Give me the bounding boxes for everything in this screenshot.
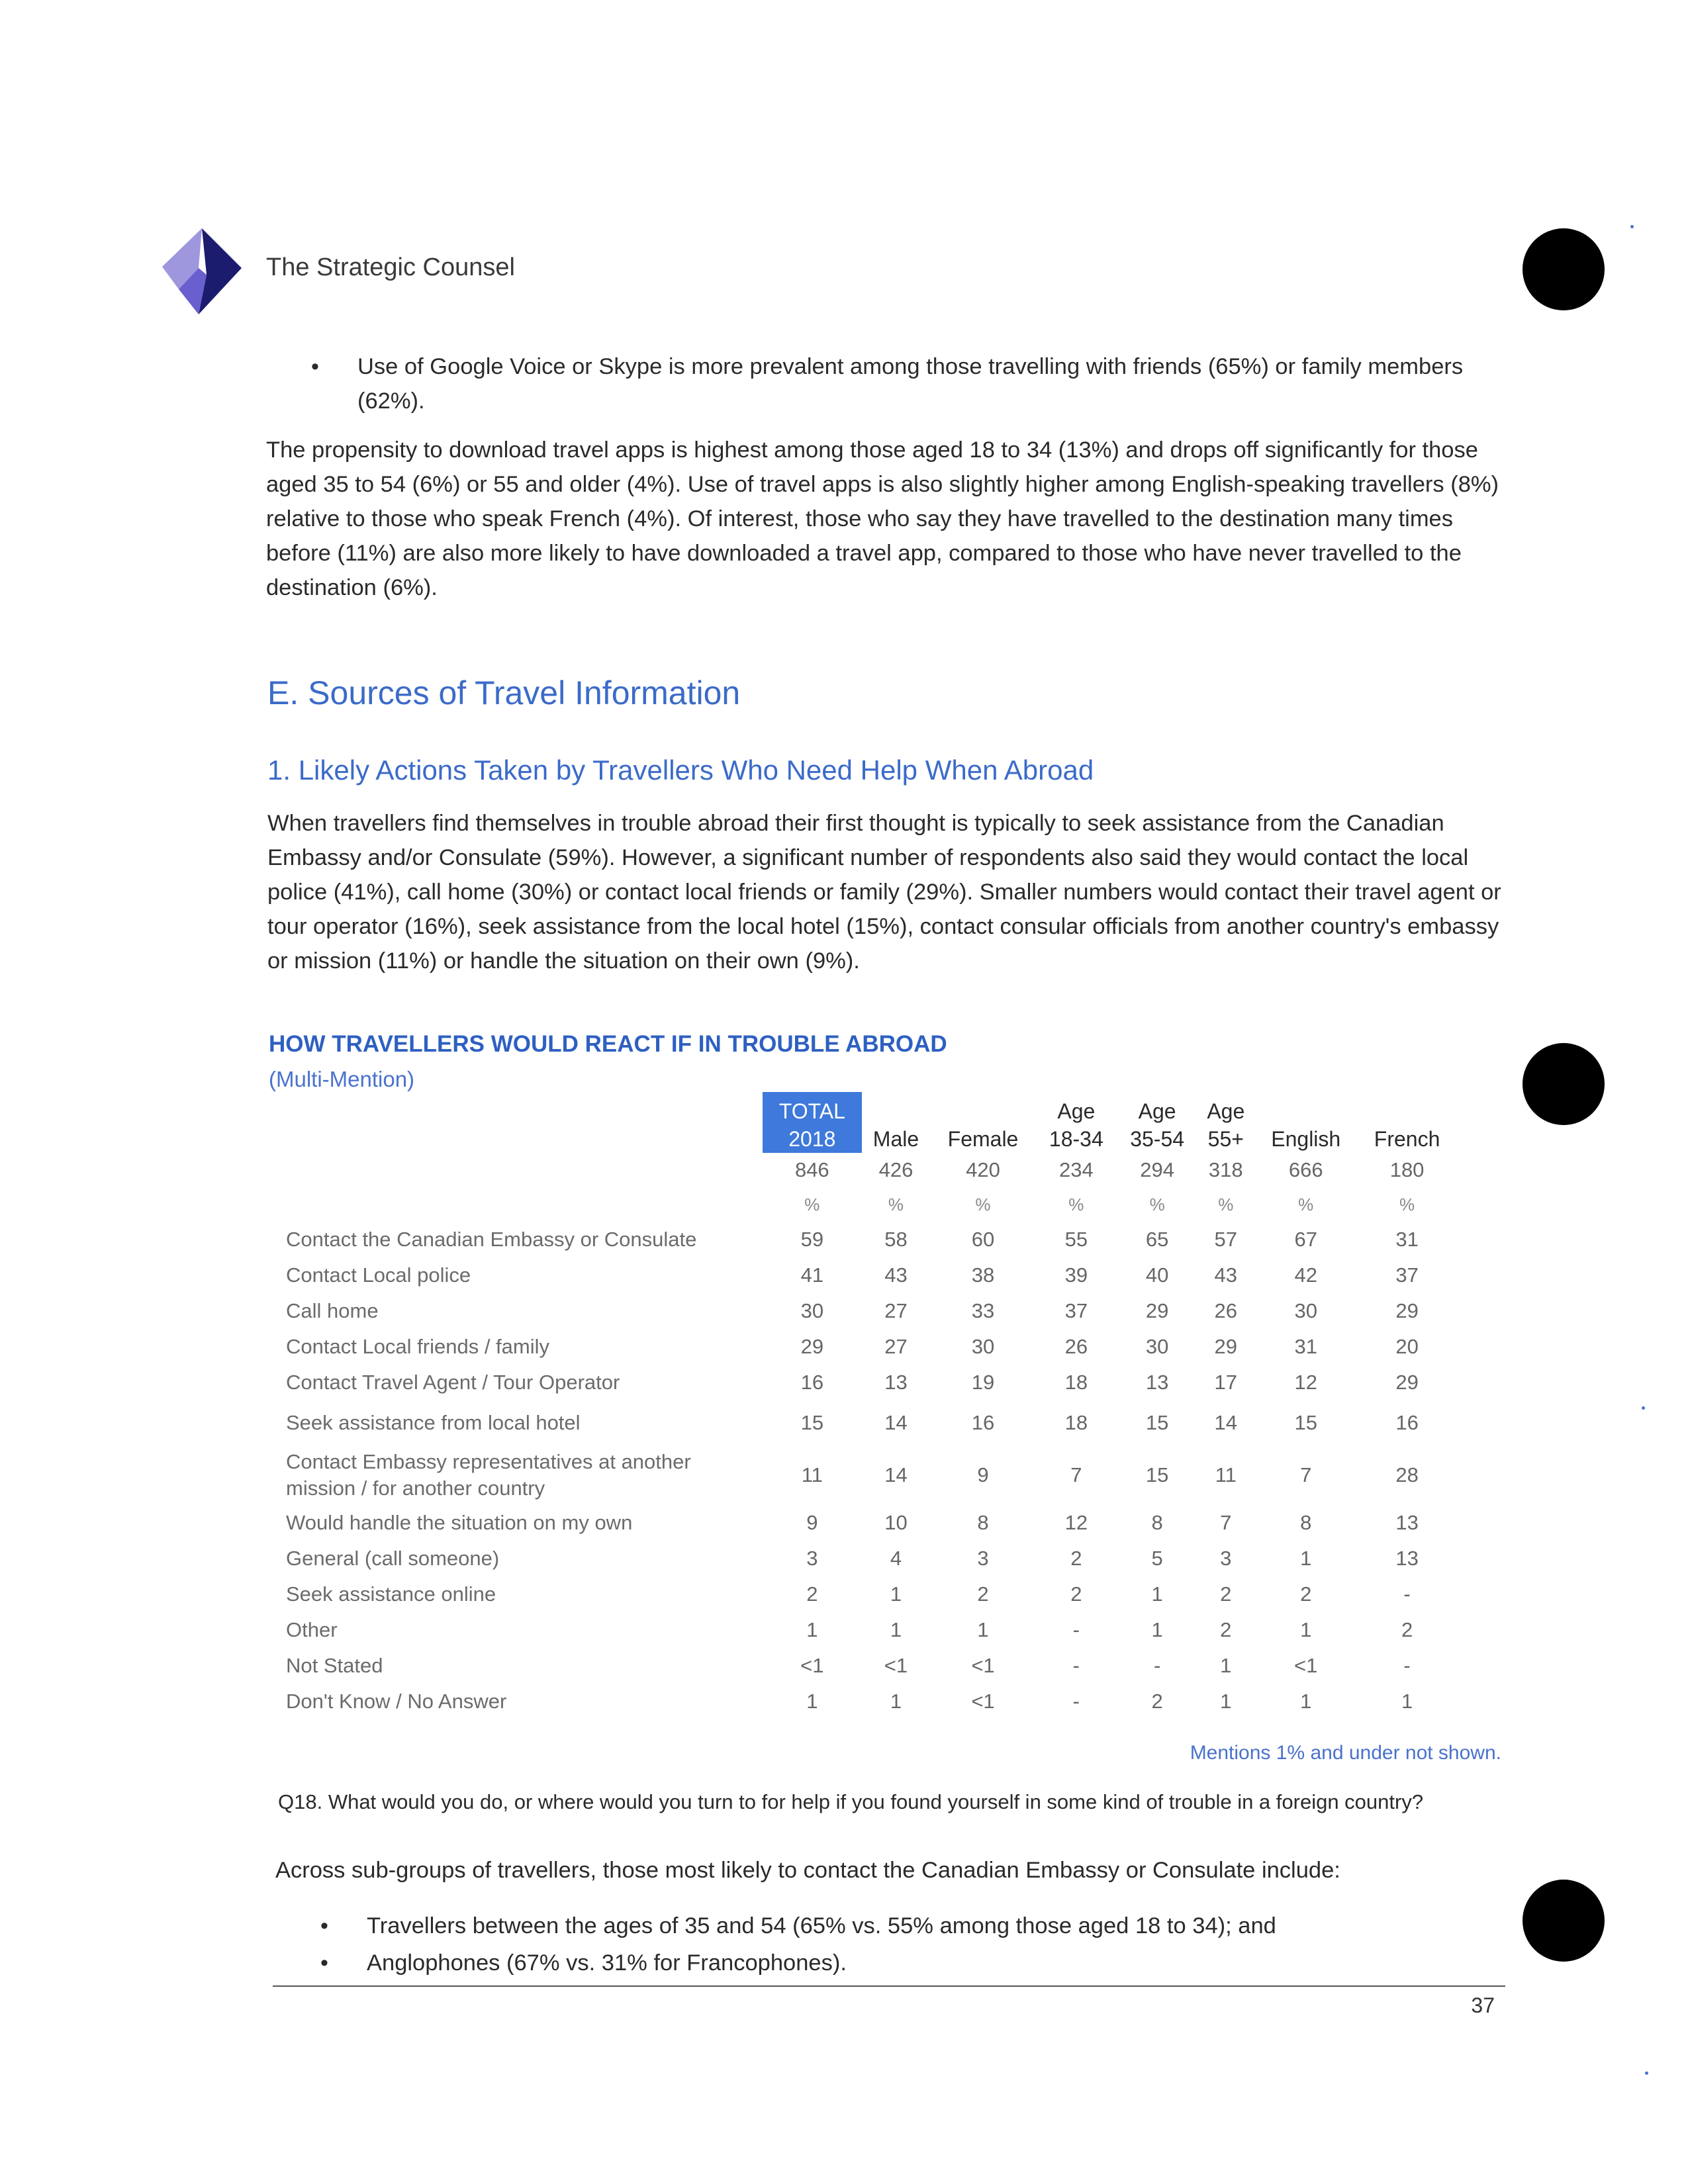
column-header-line2: 35-54 (1130, 1127, 1185, 1151)
column-header-line2: 18-34 (1049, 1127, 1103, 1151)
value-cell: <1 (884, 1654, 908, 1677)
value-cell: 16 (971, 1411, 995, 1434)
subgroups-intro: Across sub-groups of travellers, those most likely to contact the Canadian Embassy or Consulate include: (275, 1858, 1340, 1883)
value-cell: 3 (977, 1547, 989, 1570)
table-row (271, 1400, 1456, 1445)
intro-bullet (311, 349, 1503, 418)
value-cell: 39 (1064, 1263, 1088, 1287)
section-title: Sources of Travel Information (308, 674, 741, 711)
section-letter: E. (267, 674, 299, 711)
value-cell: 65 (1145, 1228, 1169, 1251)
column-header-line1: Age (1057, 1099, 1096, 1123)
value-cell: - (1403, 1654, 1411, 1677)
value-cell: 2 (1401, 1618, 1413, 1641)
value-cell: 20 (1395, 1335, 1419, 1358)
column-header (1036, 1092, 1117, 1153)
value-cell: 38 (971, 1263, 995, 1287)
value-cell: 7 (1300, 1463, 1312, 1486)
value-cell: 9 (806, 1511, 818, 1534)
reaction-table (271, 1092, 1456, 1719)
percent-symbol-cell: % (975, 1194, 991, 1214)
value-cell: 1 (1220, 1690, 1232, 1713)
value-cell: 10 (884, 1511, 908, 1534)
subsection-paragraph: When travellers find themselves in trouble abroad their first thought is typically to seek assistance from the Canadian Embassy and/or Consulate (59%). However, a significant number of respondents also said they would contact the local police (41%), call home (30%) or contact local friends or family (29%). Smaller numbers would contact their travel agent or tour operator (16%), seek assistance from the local hotel (15%), contact consular officials from another country's embassy or mission (11%) or handle the situation on their own (9%). (267, 811, 1501, 974)
table-row (271, 1684, 1456, 1719)
value-cell: 2 (806, 1582, 818, 1606)
value-cell: 12 (1064, 1511, 1088, 1534)
count-label-cell (271, 1153, 763, 1187)
value-cell: 41 (800, 1263, 824, 1287)
value-cell: 18 (1064, 1411, 1088, 1434)
row-label: Would handle the situation on my own (286, 1511, 633, 1534)
value-cell: 1 (1220, 1654, 1232, 1677)
value-cell: 2 (1151, 1690, 1163, 1713)
value-cell: 28 (1395, 1463, 1419, 1486)
value-cell: 2 (1300, 1582, 1312, 1606)
column-header-line2: 55+ (1207, 1127, 1244, 1151)
column-header-line1: Age (1207, 1099, 1245, 1123)
scan-speck (1645, 2071, 1648, 2075)
value-cell: 1 (1300, 1690, 1312, 1713)
column-header-line1: TOTAL (778, 1099, 845, 1123)
value-cell: 14 (1214, 1411, 1238, 1434)
percent-symbol-cell: % (1298, 1194, 1314, 1214)
value-cell: - (1072, 1654, 1080, 1677)
value-cell: 2 (977, 1582, 989, 1606)
value-cell: 60 (971, 1228, 995, 1251)
value-cell: 55 (1064, 1228, 1088, 1251)
value-cell: 1 (890, 1690, 902, 1713)
row-label: Contact Embassy representatives at another mission / for another country (286, 1450, 691, 1500)
value-cell: 1 (890, 1618, 902, 1641)
scan-speck (1630, 225, 1634, 228)
value-cell: 2 (1220, 1582, 1232, 1606)
value-cell: 15 (1294, 1411, 1317, 1434)
value-cell: 30 (1145, 1335, 1169, 1358)
row-label: General (call someone) (286, 1547, 500, 1570)
value-cell: <1 (971, 1690, 995, 1713)
value-cell: 29 (1214, 1335, 1238, 1358)
value-cell: 1 (1401, 1690, 1413, 1713)
sample-size-cell: 318 (1208, 1158, 1243, 1181)
sample-size-cell: 180 (1389, 1158, 1425, 1181)
table-row (271, 1329, 1456, 1365)
sample-size-cell: 666 (1288, 1158, 1323, 1181)
subsection-heading (267, 754, 1094, 786)
intro-paragraph: The propensity to download travel apps is highest among those aged 18 to 34 (13%) and drops off significantly for those aged 35 to 54 (6%) or 55 and older (4%). Use of travel apps is also slightly higher among English-speaking travellers (8%) relative to those who speak French (4%). Of interest, those who say they have travelled to the destination many times before (11%) are also more likely to have downloaded a travel app, compared to those who have never travelled to the destination (6%). (266, 437, 1499, 600)
value-cell: 2 (1070, 1582, 1082, 1606)
percent-label-cell (271, 1187, 763, 1222)
bullet-icon: • (320, 1950, 328, 1976)
value-cell: 13 (1395, 1511, 1419, 1534)
value-cell: 30 (971, 1335, 995, 1358)
value-cell: 19 (971, 1371, 995, 1394)
value-cell: 1 (1300, 1618, 1312, 1641)
value-cell: 40 (1145, 1263, 1169, 1287)
value-cell: 43 (1214, 1263, 1238, 1287)
column-header (1117, 1092, 1197, 1153)
column-header (1254, 1092, 1358, 1153)
percent-symbol-cell: % (1218, 1194, 1234, 1214)
column-header (1358, 1092, 1456, 1153)
header-label-cell (271, 1092, 763, 1153)
sample-size-cell: 420 (966, 1158, 1000, 1181)
value-cell: 1 (806, 1618, 818, 1641)
value-cell: - (1153, 1654, 1161, 1677)
value-cell: <1 (971, 1654, 995, 1677)
percent-symbol-cell: % (1149, 1194, 1165, 1214)
percent-symbol-cell: % (1399, 1194, 1415, 1214)
value-cell: 8 (1151, 1511, 1163, 1534)
value-cell: 8 (1300, 1511, 1312, 1534)
table-row (271, 1648, 1456, 1684)
section-heading (267, 674, 740, 712)
table-note: Mentions 1% and under not shown. (1190, 1742, 1501, 1764)
value-cell: 37 (1064, 1299, 1088, 1322)
row-label: Not Stated (286, 1654, 383, 1677)
value-cell: 67 (1294, 1228, 1317, 1251)
footer-rule (273, 1985, 1505, 1987)
value-cell: 42 (1294, 1263, 1317, 1287)
value-cell: 14 (884, 1463, 908, 1486)
table-count-row (271, 1153, 1456, 1187)
sample-size-cell: 294 (1140, 1158, 1174, 1181)
sample-size-cell: 426 (878, 1158, 914, 1181)
sample-size-cell: 234 (1058, 1158, 1094, 1181)
value-cell: 31 (1294, 1335, 1317, 1358)
subgroup-bullet (320, 1909, 1499, 1943)
value-cell: 1 (890, 1582, 902, 1606)
value-cell: - (1072, 1690, 1080, 1713)
value-cell: 58 (884, 1228, 908, 1251)
value-cell: 16 (1395, 1411, 1419, 1434)
brand-name: The Strategic Counsel (266, 253, 515, 281)
value-cell: 29 (800, 1335, 824, 1358)
table-title: HOW TRAVELLERS WOULD REACT IF IN TROUBLE ABROAD (269, 1031, 947, 1057)
table-row (271, 1541, 1456, 1576)
column-header-line2: English (1271, 1127, 1341, 1151)
value-cell: 15 (1145, 1411, 1169, 1434)
binder-hole (1523, 1043, 1605, 1125)
subsection-number: 1. (267, 754, 291, 786)
value-cell: 16 (800, 1371, 824, 1394)
column-header-line2: French (1374, 1127, 1440, 1151)
value-cell: 1 (1151, 1582, 1163, 1606)
value-cell: 59 (800, 1228, 824, 1251)
subgroup-bullet-text: Anglophones (67% vs. 31% for Francophones). (367, 1950, 847, 1976)
value-cell: 11 (1215, 1463, 1237, 1486)
value-cell: 8 (977, 1511, 989, 1534)
question-text: Q18. What would you do, or where would you turn to for help if you found yourself in some kind of trouble in a foreign country? (278, 1790, 1424, 1813)
value-cell: 7 (1220, 1511, 1232, 1534)
row-label: Call home (286, 1299, 379, 1322)
row-label: Seek assistance from local hotel (286, 1411, 581, 1434)
row-label: Contact Local friends / family (286, 1335, 550, 1358)
subgroup-bullet-text: Travellers between the ages of 35 and 54 (65% vs. 55% among those aged 18 to 34); and (367, 1913, 1276, 1938)
value-cell: 27 (884, 1335, 908, 1358)
value-cell: 27 (884, 1299, 908, 1322)
value-cell: 14 (884, 1411, 908, 1434)
value-cell: 13 (1145, 1371, 1169, 1394)
bullet-icon: • (311, 354, 319, 379)
table-row (271, 1612, 1456, 1648)
value-cell: 30 (800, 1299, 824, 1322)
scan-speck (1642, 1406, 1645, 1410)
value-cell: 15 (800, 1411, 824, 1434)
column-header (1197, 1092, 1254, 1153)
column-header (930, 1092, 1035, 1153)
value-cell: - (1403, 1582, 1411, 1606)
table-row (271, 1222, 1456, 1257)
table-row (271, 1365, 1456, 1400)
value-cell: 2 (1070, 1547, 1082, 1570)
value-cell: 29 (1145, 1299, 1169, 1322)
value-cell: 7 (1070, 1463, 1082, 1486)
value-cell: <1 (1294, 1654, 1318, 1677)
value-cell: 1 (1300, 1547, 1312, 1570)
table-header-row (271, 1092, 1456, 1153)
column-header-line2: Female (947, 1127, 1019, 1151)
value-cell: 37 (1395, 1263, 1419, 1287)
percent-symbol-cell: % (1068, 1194, 1084, 1214)
binder-hole (1523, 1880, 1605, 1962)
sample-size-cell: 846 (794, 1158, 829, 1181)
column-header-line2: Male (872, 1127, 919, 1151)
value-cell: 17 (1214, 1371, 1238, 1394)
table-row (271, 1257, 1456, 1293)
intro-bullet-text: Use of Google Voice or Skype is more prevalent among those travelling with friends (65%) or family members (62%). (357, 354, 1464, 414)
table-row (271, 1576, 1456, 1612)
value-cell: 1 (806, 1690, 818, 1713)
row-label: Don't Know / No Answer (286, 1690, 507, 1713)
value-cell: <1 (800, 1654, 824, 1677)
percent-symbol-cell: % (888, 1194, 904, 1214)
value-cell: 12 (1294, 1371, 1317, 1394)
subsection-title: Likely Actions Taken by Travellers Who Need Help When Abroad (298, 754, 1094, 786)
table-row (271, 1293, 1456, 1329)
row-label: Seek assistance online (286, 1582, 496, 1606)
diamond-arrow-logo-icon (159, 228, 245, 314)
value-cell: 18 (1064, 1371, 1088, 1394)
value-cell: 1 (977, 1618, 989, 1641)
value-cell: 11 (801, 1463, 823, 1486)
value-cell: 5 (1151, 1547, 1163, 1570)
value-cell: 1 (1151, 1618, 1163, 1641)
row-label: Contact Travel Agent / Tour Operator (286, 1371, 620, 1394)
subgroup-bullet (320, 1946, 1499, 1980)
table-row (271, 1505, 1456, 1541)
value-cell: 30 (1294, 1299, 1317, 1322)
column-header (862, 1092, 931, 1153)
value-cell: - (1072, 1618, 1080, 1641)
value-cell: 13 (884, 1371, 908, 1394)
value-cell: 26 (1064, 1335, 1088, 1358)
value-cell: 29 (1395, 1371, 1419, 1394)
value-cell: 33 (971, 1299, 995, 1322)
column-header (763, 1092, 862, 1153)
binder-hole (1523, 228, 1605, 310)
value-cell: 29 (1395, 1299, 1419, 1322)
column-header-line1: Age (1138, 1099, 1176, 1123)
table-percent-row (271, 1187, 1456, 1222)
column-header-line2: 2018 (788, 1127, 836, 1151)
page-number: 37 (1471, 1993, 1495, 2017)
row-label: Other (286, 1618, 338, 1641)
row-label: Contact Local police (286, 1263, 471, 1287)
value-cell: 3 (806, 1547, 818, 1570)
value-cell: 4 (890, 1547, 902, 1570)
value-cell: 15 (1145, 1463, 1169, 1486)
table-row (271, 1445, 1456, 1505)
value-cell: 57 (1214, 1228, 1238, 1251)
value-cell: 9 (977, 1463, 989, 1486)
row-label: Contact the Canadian Embassy or Consulate (286, 1228, 697, 1251)
value-cell: 26 (1214, 1299, 1238, 1322)
percent-symbol-cell: % (804, 1194, 820, 1214)
bullet-icon: • (320, 1913, 328, 1938)
value-cell: 31 (1395, 1228, 1419, 1251)
value-cell: 43 (884, 1263, 908, 1287)
value-cell: 2 (1220, 1618, 1232, 1641)
value-cell: 13 (1395, 1547, 1419, 1570)
value-cell: 3 (1220, 1547, 1232, 1570)
table-subtitle: (Multi-Mention) (269, 1067, 415, 1091)
